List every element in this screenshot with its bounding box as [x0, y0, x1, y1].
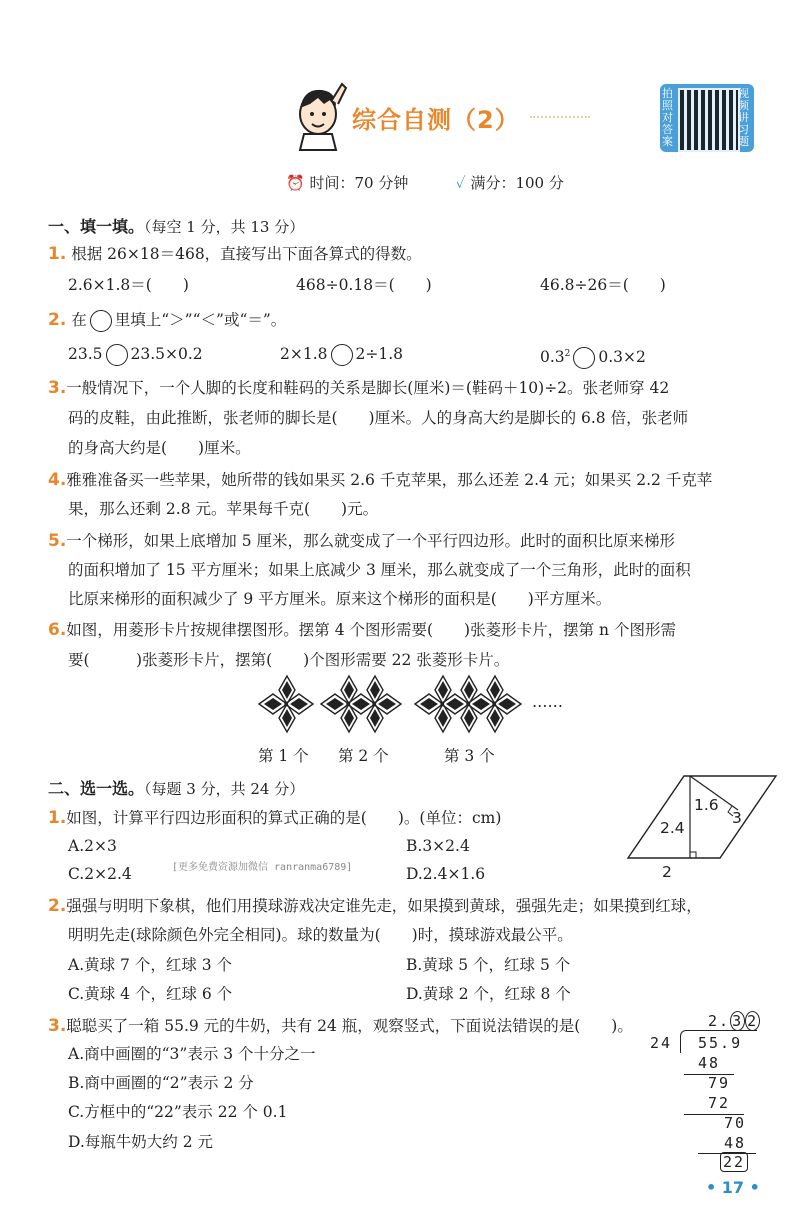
- step-value: 48: [724, 1134, 747, 1152]
- watermark: [更多免费资源加微信 ranranma6789]: [172, 862, 353, 873]
- time-label: 时间：70 分钟: [309, 174, 409, 192]
- option-c[interactable]: C.方框中的“22”表示 22 个 0.1: [68, 1103, 288, 1121]
- figure-label: 第 1 个: [258, 747, 309, 765]
- page-title: 综合自测（2）: [352, 106, 520, 134]
- option-b[interactable]: B.黄球 5 个，红球 5 个: [406, 956, 571, 974]
- section-heading: 二、选一选。（每题 3 分，共 24 分）: [48, 779, 305, 798]
- figure-label: 第 2 个: [338, 747, 389, 765]
- title-decoration: [530, 116, 590, 126]
- option-b[interactable]: B.商中画圈的“2”表示 2 分: [68, 1074, 254, 1092]
- step-value: 79: [708, 1074, 731, 1092]
- figure-label: 第 3 个: [444, 747, 495, 765]
- question-1-5: 5.一个梯形，如果上底增加 5 厘米，那么就变成了一个平行四边形。此时的面积比原来梯形: [48, 531, 676, 551]
- question-text: 明明先走(球除颜色外完全相同)。球的数量为( )时，摸球游戏最公平。: [68, 926, 573, 944]
- option-a[interactable]: A.黄球 7 个，红球 3 个: [68, 956, 233, 974]
- compare-circle: [90, 310, 112, 332]
- figure-label: 3: [732, 809, 742, 827]
- option-a[interactable]: A.2×3: [68, 837, 117, 855]
- option-d[interactable]: D.2.4×1.6: [406, 865, 486, 883]
- page-number: • 17 •: [706, 1178, 760, 1197]
- circled-digit: 2: [747, 1012, 759, 1030]
- option-d[interactable]: D.黄球 2 个，红球 8 个: [406, 985, 571, 1003]
- step-value: 48: [698, 1054, 721, 1072]
- time-info: [286, 172, 408, 193]
- figure-label: 2: [662, 863, 672, 881]
- cartoon-boy-icon: [290, 82, 352, 152]
- parallelogram-figure: [624, 772, 784, 880]
- answer-blank[interactable]: 46.8÷26＝( ): [540, 276, 666, 294]
- qr-code-box: [660, 84, 754, 152]
- compare-circle[interactable]: [106, 344, 128, 366]
- answer-blank[interactable]: 2.6×1.8＝( ): [68, 276, 189, 294]
- question-text: 的面积增加了 15 平方厘米；如果上底减少 3 厘米，那么就变成了一个三角形，此时的面积: [68, 561, 691, 579]
- clock-icon: ⏰: [286, 174, 305, 192]
- quotient: 2. 3 2: [708, 1012, 759, 1030]
- question-1-2: 2. 在 里填上“＞”“＜”或“＝”。: [48, 310, 287, 330]
- figure-label: 2.4: [660, 819, 685, 837]
- step-value: 70: [724, 1114, 747, 1132]
- question-2-2: 2.强强与明明下象棋，他们用摸球游戏决定谁先走，如果摸到黄球，强强先走；如果摸到红球，: [48, 896, 702, 916]
- question-text: 的身高大约是( )厘米。: [68, 439, 251, 457]
- answer-blank[interactable]: 468÷0.18＝( ): [296, 276, 432, 294]
- dividend: 55.9: [698, 1034, 743, 1052]
- question-text: 比原来梯形的面积减少了 9 平方厘米。原来这个梯形的面积是( )平方厘米。: [68, 590, 612, 608]
- compare-item: 23.5 23.5×0.2: [68, 344, 203, 366]
- question-text: 要( )张菱形卡片，摆第( )个图形需要 22 张菱形卡片。: [68, 651, 510, 669]
- question-1-6: 6.如图，用菱形卡片按规律摆图形。摆第 4 个图形需要( )张菱形卡片，摆第 n 个图形需: [48, 620, 676, 640]
- question-1-3: 3.一般情况下，一个人脚的长度和鞋码的关系是脚长(厘米)＝(鞋码＋10)÷2。张老师穿 42: [48, 378, 670, 398]
- qr-left-label: 拍照对答案: [662, 87, 673, 148]
- boxed-remainder: 22: [720, 1152, 748, 1172]
- rhombus-pattern-figure: [255, 672, 545, 736]
- ellipsis: ……: [532, 693, 563, 711]
- qr-code-icon: [678, 88, 740, 152]
- question-text: 码的皮鞋，由此推断，张老师的脚长是( )厘米。人的身高大约是脚长的 6.8 倍，张老师: [68, 409, 689, 427]
- compare-circle[interactable]: [331, 344, 353, 366]
- circled-digit: 3: [732, 1012, 744, 1030]
- step-value: 72: [708, 1094, 731, 1112]
- question-text: 果，那么还剩 2.8 元。苹果每千克( )元。: [68, 500, 379, 518]
- score-info: [456, 172, 564, 193]
- compare-circle[interactable]: [573, 347, 595, 369]
- long-division: [650, 1012, 760, 1172]
- question-1-4: 4.雅雅准备买一些苹果，她所带的钱如果买 2.6 千克苹果，那么还差 2.4 元；如果买 2.2 千克苹: [48, 470, 713, 490]
- option-c[interactable]: C.黄球 4 个，红球 6 个: [68, 985, 233, 1003]
- check-icon: ✓: [456, 174, 466, 192]
- qr-right-label: 视频讲习题: [738, 87, 749, 148]
- compare-item: $0.3^2$ 0.3×2: [540, 344, 646, 369]
- figure-label: 1.6: [694, 796, 719, 814]
- option-d[interactable]: D.每瓶牛奶大约 2 元: [68, 1133, 214, 1151]
- section-heading: 一、填一填。（每空 1 分，共 13 分）: [48, 217, 305, 236]
- divisor: 24: [650, 1034, 673, 1052]
- compare-item: 2×1.8 2÷1.8: [280, 344, 403, 366]
- option-c[interactable]: C.2×2.4: [68, 865, 132, 883]
- question-1-1: 1. 根据 26×18＝468，直接写出下面各算式的得数。: [48, 244, 422, 264]
- option-a[interactable]: A.商中画圈的“3”表示 3 个十分之一: [68, 1045, 316, 1063]
- question-2-3: 3.聪聪买了一箱 55.9 元的牛奶，共有 24 瓶，观察竖式，下面说法错误的是( )。: [48, 1016, 633, 1036]
- option-b[interactable]: B.3×2.4: [406, 837, 470, 855]
- score-label: 满分：100 分: [470, 174, 564, 192]
- question-2-1: 1.如图，计算平行四边形面积的算式正确的是( )。(单位：cm): [48, 808, 502, 828]
